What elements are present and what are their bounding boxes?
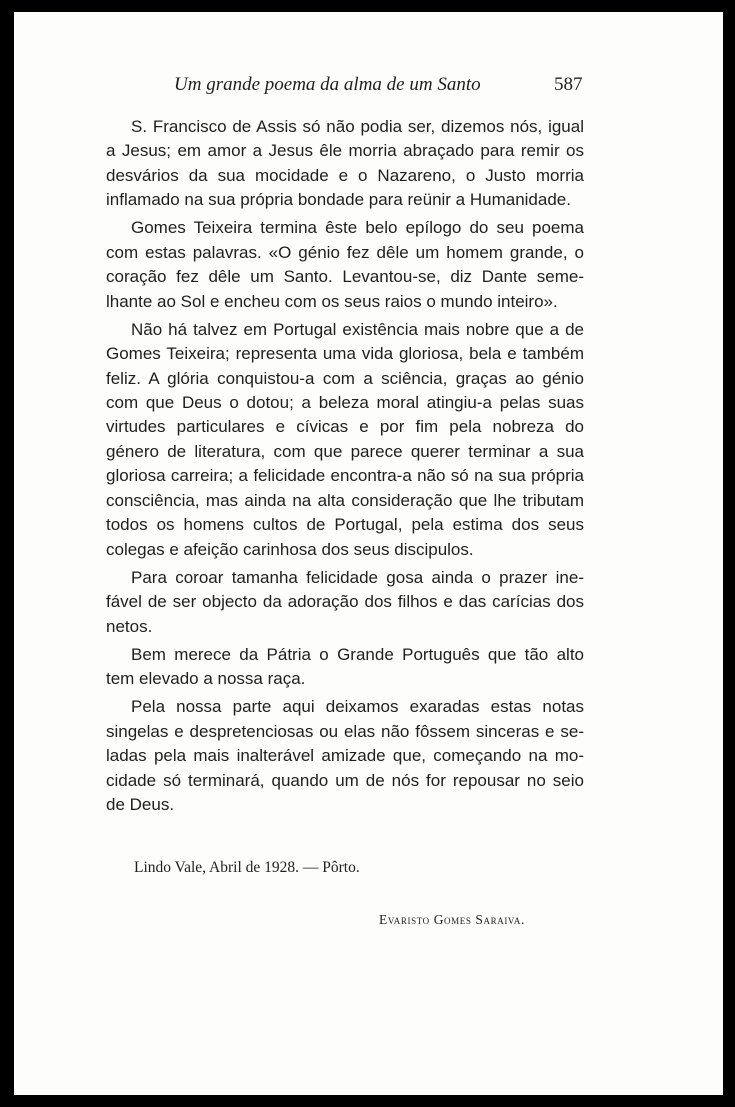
paragraph: Não há talvez em Portugal existência mais nobre que a de Gomes Teixeira; representa uma vida gloriosa, bela e também feliz. A glória conquistou-a com a sciência, graças ao génio com que Deus o dotou; a beleza moral atingiu-a pelas suas virtudes particulares e cívicas e por fim pela nobreza do género de literatura, com que parece querer terminar a sua gloriosa carreira; a felicidade encontra-a não só na sua própria consciência, mas ainda na alta consideração que lhe tributam todos os homens cultos de Portugal, pela estima dos seus colegas e afeição carinhosa dos seus discipulos.	[106, 319, 584, 559]
dateline: Lindo Vale, Abril de 1928. — Pôrto.	[134, 859, 360, 876]
paragraph: Bem merece da Pátria o Grande Português que tão alto tem elevado a nossa raça.	[106, 644, 584, 689]
paragraph: Gomes Teixeira termina êste belo epílogo do seu poema com estas palavras. «O génio fez dêle um homem grande, o coração fez dêle um Santo. Levantou-se, diz Dante semelhante ao Sol e encheu com os seus raios o mundo inteiro».	[106, 218, 584, 311]
book-page	[14, 12, 723, 1095]
paragraph: Pela nossa parte aqui deixamos exaradas estas notas singelas e despretenciosas ou elas não fôssem sinceras e seladas pela mais inalterável amizade que, começando na mocidade só terminará, quando um de nós for repousar no seio de Deus.	[106, 697, 584, 814]
running-title: Um grande poema da alma de um Santo	[174, 74, 481, 95]
author-signature: Evaristo Gomes Saraiva.	[379, 912, 525, 927]
page-number: 587	[554, 74, 583, 95]
running-head	[14, 74, 723, 104]
paragraph: Para coroar tamanha felicidade gosa ainda o prazer inefável de ser objecto da adoração dos filhos e das carícias dos netos.	[106, 567, 584, 636]
paragraph: S. Francisco de Assis só não podia ser, dizemos nós, igual a Jesus; em amor a Jesus êle morria abraçado para remir os desvários da sua mocidade e o Nazareno, o Justo morria inflamado na sua própria bondade para reünir a Humanidade.	[106, 117, 584, 210]
body-text	[106, 115, 584, 821]
